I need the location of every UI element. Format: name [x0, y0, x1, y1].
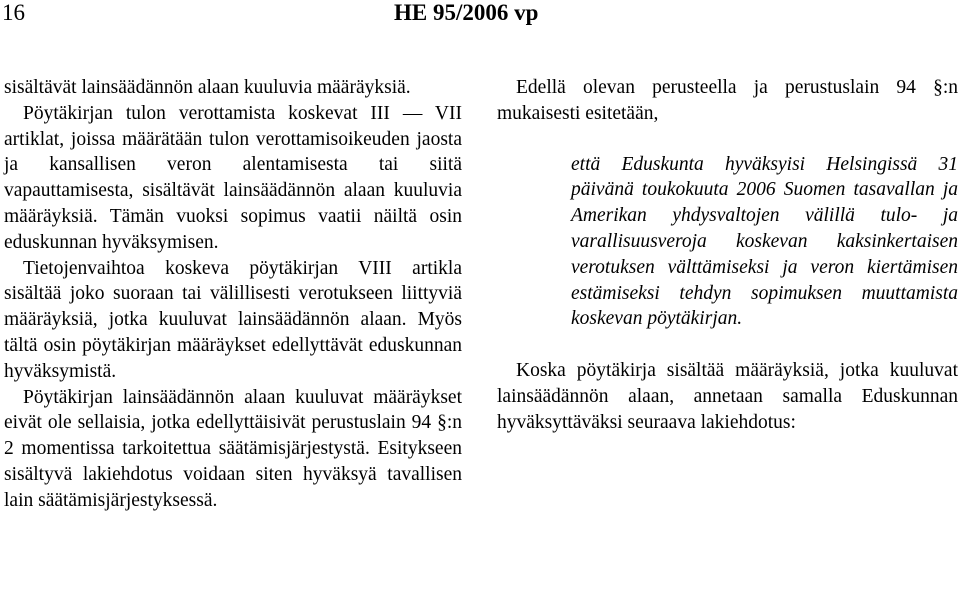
- document-id: HE 95/2006 vp: [394, 0, 539, 25]
- page-number: 16: [2, 0, 25, 25]
- left-paragraph-1: sisältävät lainsäädännön alaan kuuluvia määräyksiä.: [4, 77, 411, 98]
- left-paragraph-4: Pöytäkirjan lainsäädännön alaan kuuluvat määräykset eivät ole sellaisia, jotka edellyttäisivät perustuslain 94 §:n 2 momentissa tarkoitettua säätämisjärjestystä. Esitykseen sisältyvä lakiehdotus voidaan siten hyväksyä tavallisen lain säätämisjärjestyksessä.: [4, 386, 462, 511]
- left-column: [4, 75, 462, 514]
- page-header: [0, 0, 960, 34]
- right-paragraph-1: Edellä olevan perusteella ja perustuslain 94 §:n mukaisesti esitetään,: [497, 77, 958, 124]
- right-paragraph-2: Koska pöytäkirja sisältää määräyksiä, jotka kuuluvat lainsäädännön alaan, annetaan samalla Eduskunnan hyväksyttäväksi seuraava lakiehdotus:: [497, 360, 958, 433]
- proposal-text: että Eduskunta hyväksyisi Helsingissä 31 päivänä toukokuuta 2006 Suomen tasavallan ja Amerikan yhdysvaltojen välillä tulo- ja varallisuusveroja koskevan kaksinkertaisen verotuksen välttämiseksi ja veron kiertämisen estämiseksi tehdyn sopimuksen muuttamista koskevan pöytäkirjan.: [571, 153, 958, 330]
- left-paragraph-3: Tietojenvaihtoa koskeva pöytäkirjan VIII artikla sisältää joko suoraan tai välillisesti verotukseen liittyviä määräyksiä, jotka kuuluvat lainsäädännön alaan. Myös tältä osin pöytäkirjan määräykset edellyttävät eduskunnan hyväksymistä.: [4, 257, 462, 382]
- right-column: [497, 75, 958, 436]
- left-paragraph-2: Pöytäkirjan tulon verottamista koskevat III — VII artiklat, joissa määrätään tulon verottamisoikeuden jaosta ja kansallisen veron alentamisesta tai siitä vapauttamisesta, sisältävät lainsäädännön alaan kuuluvia määräyksiä. Tämän vuoksi sopimus vaatii näiltä osin eduskunnan hyväksymisen.: [4, 102, 462, 253]
